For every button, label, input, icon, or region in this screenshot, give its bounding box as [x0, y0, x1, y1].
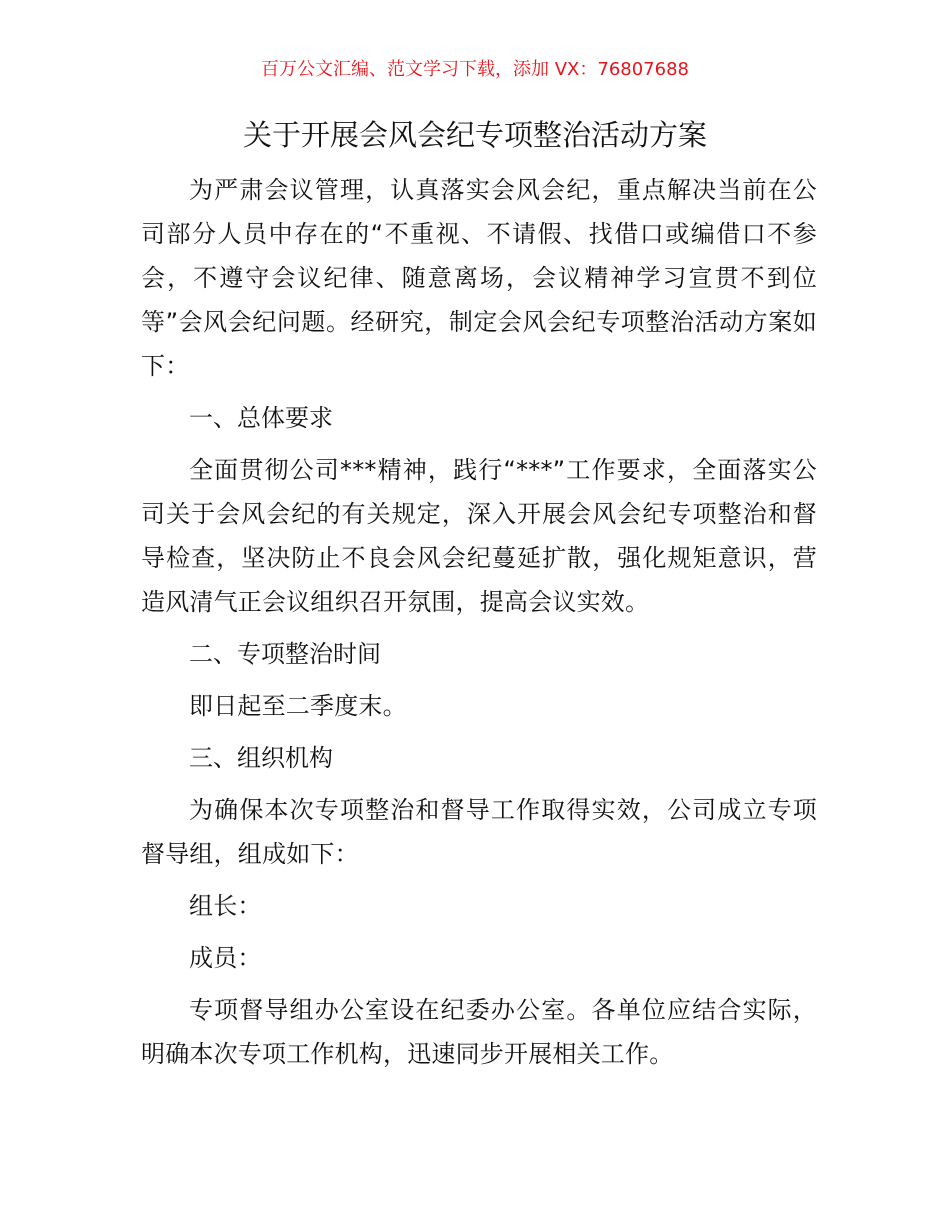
section-heading-timeframe: 二、专项整治时间: [189, 640, 381, 668]
timeframe-paragraph: 即日起至二季度末。: [189, 692, 407, 720]
intro-paragraph: 为严肃会议管理，认真落实会风会纪，重点解决当前在公司部分人员中存在的“不重视、不请假、找借口或编借口不参会，不遵守会议纪律、随意离场，会议精神学习宣贯不到位等”会风会纪问题。经研究，制定会风会纪专项整治活动方案如下：: [141, 176, 817, 380]
team-leader-line: 组长：: [189, 892, 262, 920]
header-banner: 百万公文汇编、范文学习下载，添加 VX：76807688: [261, 59, 689, 80]
general-requirements-paragraph: 全面贯彻公司***精神，践行“***”工作要求，全面落实公司关于会风会纪的有关规定，深入开展会风会纪专项整治和督导检查，坚决防止不良会风会纪蔓延扩散，强化规矩意识，营造风清气正会议组织召开氛围，提高会议实效。: [141, 456, 817, 616]
organization-paragraph: 为确保本次专项整治和督导工作取得实效，公司成立专项督导组，组成如下：: [141, 796, 817, 868]
section-heading-general-requirements: 一、总体要求: [189, 404, 333, 432]
document-body: [141, 168, 817, 1084]
office-paragraph: 专项督导组办公室设在纪委办公室。各单位应结合实际，明确本次专项工作机构，迅速同步开展相关工作。: [141, 996, 817, 1068]
section-heading-organization: 三、组织机构: [189, 744, 333, 772]
document-title: 关于开展会风会纪专项整治活动方案: [242, 118, 707, 152]
team-members-line: 成员：: [189, 944, 262, 972]
